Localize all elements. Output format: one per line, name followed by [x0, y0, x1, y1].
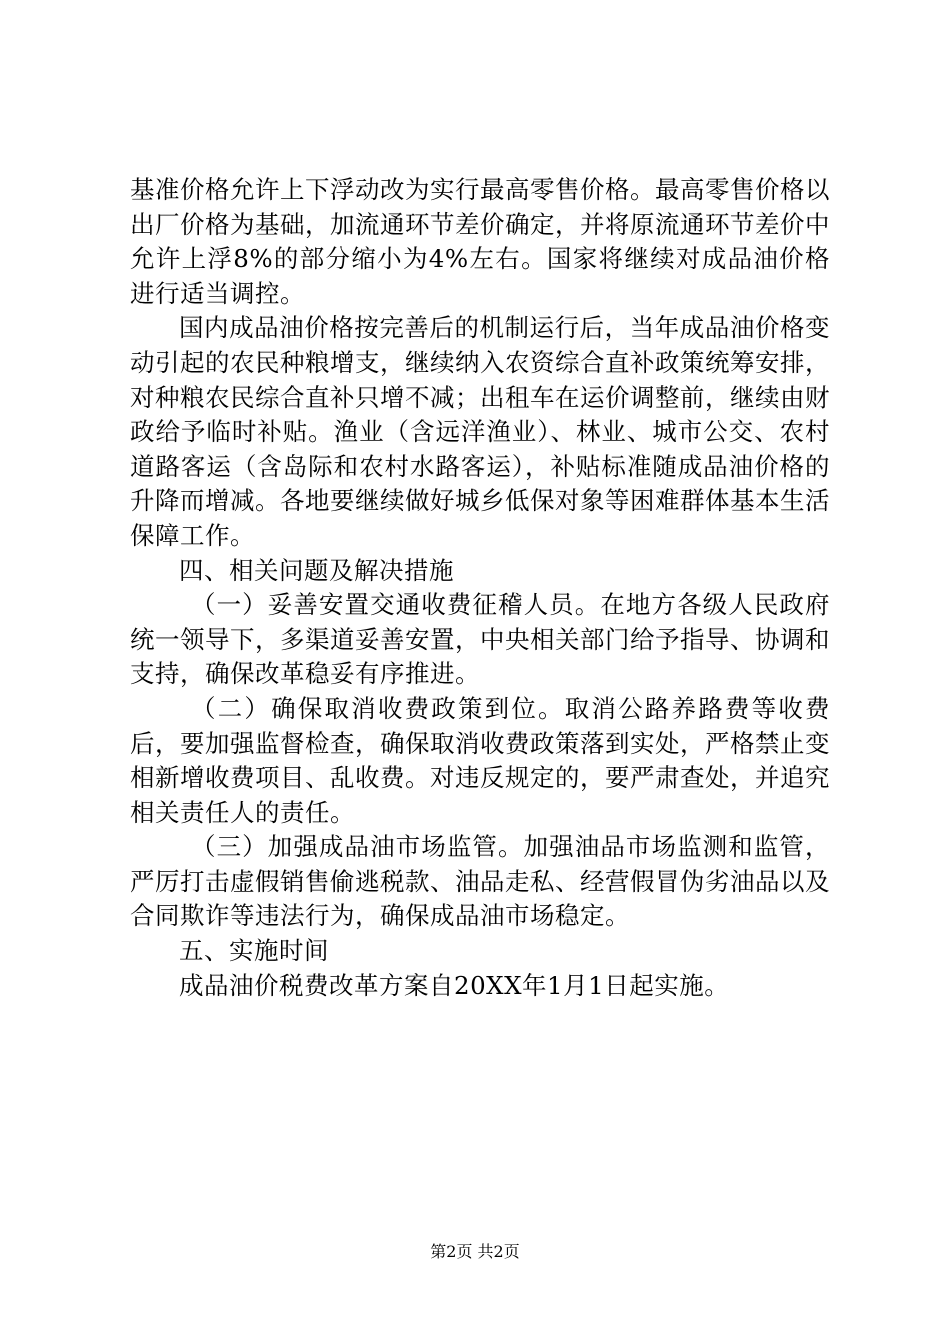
- paragraph-item-1: （一）妥善安置交通收费征稽人员。在地方各级人民政府统一领导下，多渠道妥善安置，中央相关部门给予指导、协调和支持，确保改革稳妥有序推进。: [130, 590, 830, 689]
- paragraph-continued-price: 基准价格允许上下浮动改为实行最高零售价格。最高零售价格以出厂价格为基础，加流通环节差价确定，并将原流通环节差价中允许上浮8%的部分缩小为4%左右。国家将继续对成品油价格进行适当调控。: [130, 175, 830, 308]
- section-heading-timing: 五、实施时间: [179, 936, 329, 966]
- paragraph-implementation-date: 成品油价税费改革方案自20XX年1月1日起实施。: [179, 970, 730, 1000]
- document-body: [130, 173, 830, 1003]
- section-heading-issues: 四、相关问题及解决措施: [179, 555, 454, 585]
- paragraph-item-3: （三）加强成品油市场监管。加强油品市场监测和监管，严厉打击虚假销售偷逃税款、油品走私、经营假冒伪劣油品以及合同欺诈等违法行为，确保成品油市场稳定。: [130, 832, 830, 931]
- paragraph-item-2: （二）确保取消收费政策到位。取消公路养路费等收费后，要加强监督检查，确保取消收费政策落到实处，严格禁止变相新增收费项目、乱收费。对违反规定的，要严肃查处，并追究相关责任人的责任。: [130, 693, 830, 827]
- page-number-footer: 第2页 共2页: [430, 1242, 520, 1261]
- paragraph-subsidy: 国内成品油价格按完善后的机制运行后，当年成品油价格变动引起的农民种粮增支，继续纳入农资综合直补政策统筹安排，对种粮农民综合直补只增不减；出租车在运价调整前，继续由财政给予临时补贴。渔业（含远洋渔业）、林业、城市公交、农村道路客运（含岛际和农村水路客运），补贴标准随成品油价格的升降而增减。各地要继续做好城乡低保对象等困难群体基本生活保障工作。: [130, 313, 830, 550]
